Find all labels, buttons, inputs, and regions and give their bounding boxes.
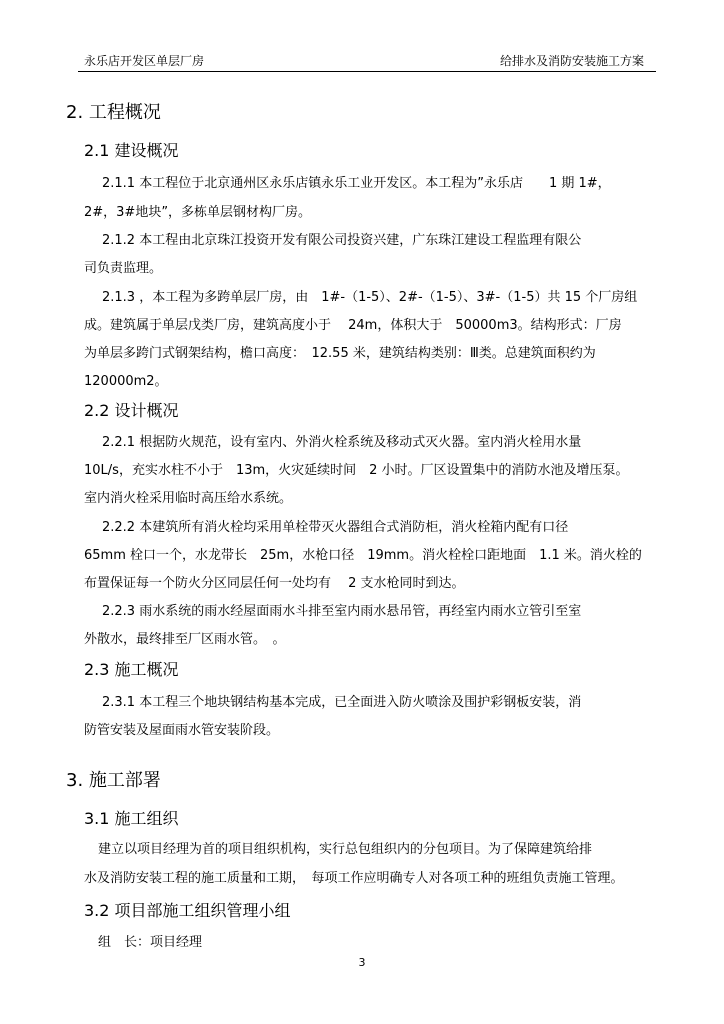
paragraph-line: 司负责监理。 — [84, 261, 163, 276]
section-2-2-heading: 2.2 设计概况 — [84, 401, 179, 420]
paragraph-line: 布置保证每一个防火分区同层任何一处均有 2 支水枪同时到达。 — [84, 576, 465, 591]
paragraph-line: 室内消火栓采用临时高压给水系统。 — [84, 491, 293, 506]
section-2-heading: 2. 工程概况 — [66, 102, 161, 123]
paragraph-line: 防管安装及屋面雨水管安装阶段。 — [84, 723, 280, 738]
paragraph-line: 2.1.3 ，本工程为多跨单层厂房，由 1#-（1-5）、2#-（1-5）、3#-（1-5）共 15 个厂房组 — [102, 290, 638, 305]
paragraph-line: 成。建筑属于单层戊类厂房，建筑高度小于 24m，体积大于 50000m3。结构形式：厂房 — [84, 318, 622, 333]
header-rule — [78, 71, 656, 72]
header-left-title: 永乐店开发区单层厂房 — [84, 54, 205, 68]
page-number: 3 — [358, 956, 366, 969]
paragraph-line: 2.3.1 本工程三个地块钢结构基本完成，已全面进入防火喷涂及围护彩钢板安装，消 — [102, 695, 582, 710]
paragraph-line: 建立以项目经理为首的项目组织机构，实行总包组织内的分包项目。为了保障建筑给排 — [98, 842, 593, 857]
paragraph-line: 120000m2。 — [84, 374, 168, 389]
paragraph-line: 2.2.1 根据防火规范，设有室内、外消火栓系统及移动式灭火器。室内消火栓用水量 — [102, 435, 582, 450]
paragraph-line: 2.2.3 雨水系统的雨水经屋面雨水斗排至室内雨水悬吊管，再经室内雨水立管引至室 — [102, 604, 582, 619]
paragraph-line: 外散水，最终排至厂区雨水管。 。 — [84, 632, 286, 647]
section-3-heading: 3. 施工部署 — [66, 770, 161, 791]
paragraph-line: 2.1.1 本工程位于北京通州区永乐店镇永乐工业开发区。本工程为”永乐店 1 期 1#， — [102, 176, 611, 191]
section-2-1-heading: 2.1 建设概况 — [84, 141, 179, 160]
paragraph-line: 2#，3#地块”，多栋单层钢材构厂房。 — [84, 205, 312, 220]
paragraph-line: 水及消防安装工程的施工质量和工期， 每项工作应明确专人对各项工种的班组负责施工管理。 — [84, 871, 624, 886]
header-right-title: 给排水及消防安装施工方案 — [499, 54, 644, 68]
paragraph-line: 65mm 栓口一个，水龙带长 25m，水枪口径 19mm。消火栓栓口距地面 1.1 米。消火栓的 — [84, 548, 642, 563]
paragraph-line: 2.1.2 本工程由北京珠江投资开发有限公司投资兴建，广东珠江建设工程监理有限公 — [102, 233, 582, 248]
paragraph-line: 为单层多跨门式钢架结构，檐口高度： 12.55 米，建筑结构类别：Ⅲ类。总建筑面积约为 — [84, 346, 596, 361]
paragraph-line: 组 长：项目经理 — [98, 935, 203, 950]
section-3-1-heading: 3.1 施工组织 — [84, 809, 179, 828]
section-3-2-heading: 3.2 项目部施工组织管理小组 — [84, 901, 291, 920]
paragraph-line: 2.2.2 本建筑所有消火栓均采用单栓带灭火器组合式消防柜，消火栓箱内配有口径 — [102, 520, 569, 535]
section-2-3-heading: 2.3 施工概况 — [84, 660, 179, 679]
paragraph-line: 10L/s，充实水柱不小于 13m，火灾延续时间 2 小时。厂区设置集中的消防水池及增压泵。 — [84, 463, 629, 478]
